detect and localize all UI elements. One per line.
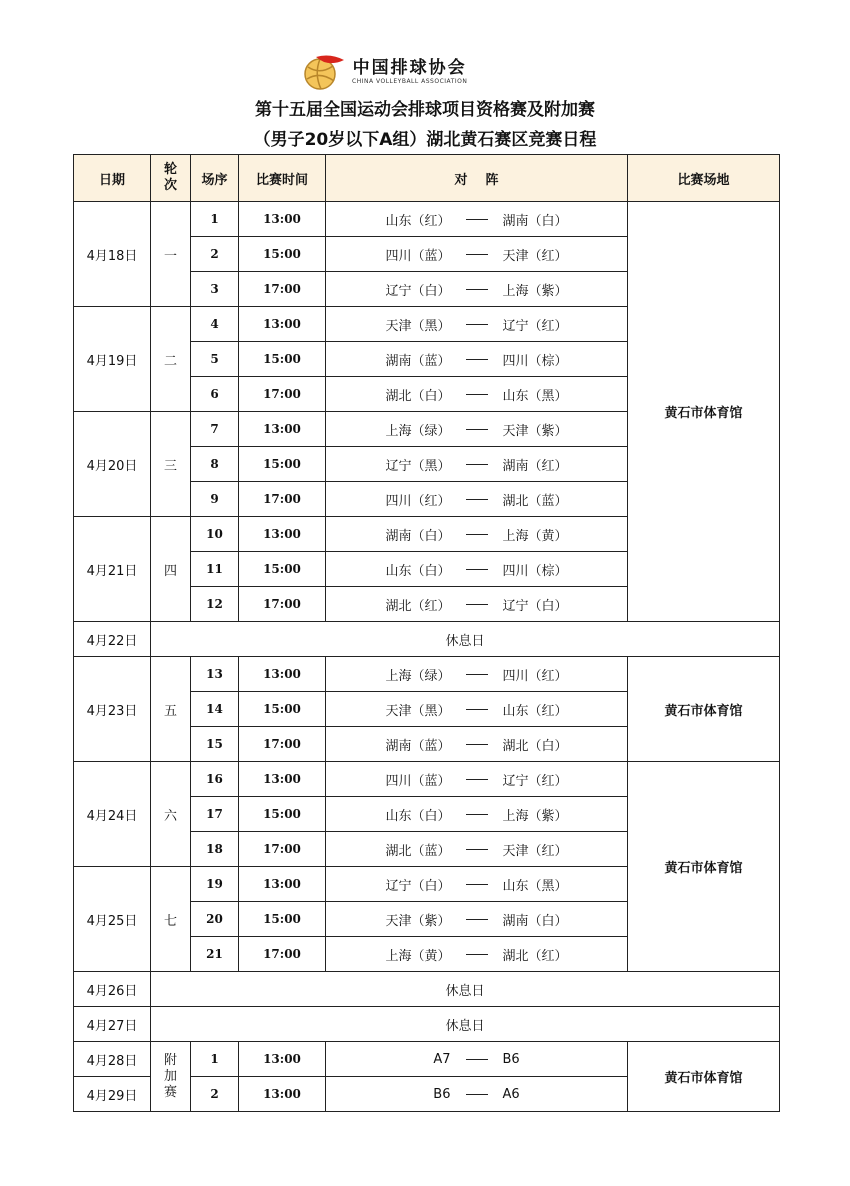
home-team: 湖北（白）: [385, 388, 451, 404]
away-team: 上海（紫）: [502, 808, 568, 824]
match-number: 14: [191, 692, 239, 727]
matchup-cell: [326, 552, 628, 587]
versus-dash: [451, 499, 503, 500]
date-cell: 4月28日: [74, 1042, 151, 1077]
match-time: 13:00: [239, 762, 326, 797]
association-name-cn: 中国排球协会: [352, 58, 467, 78]
venue-cell: 黄石市体育馆: [628, 202, 780, 622]
match-time: 13:00: [239, 202, 326, 237]
versus-dash: [451, 534, 503, 535]
match-number: 2: [191, 1077, 239, 1112]
table-row: [74, 202, 780, 237]
matchup-cell: [326, 1077, 628, 1112]
matchup: [326, 1087, 627, 1102]
matchup: [326, 910, 627, 929]
match-number: 1: [191, 1042, 239, 1077]
matchup-cell: [326, 1042, 628, 1077]
versus-dash: [451, 219, 503, 220]
matchup-cell: [326, 482, 628, 517]
matchup: [326, 420, 627, 439]
match-number: 1: [191, 202, 239, 237]
date-cell: 4月27日: [74, 1007, 151, 1042]
away-team: 天津（紫）: [502, 423, 568, 439]
away-team: 山东（黑）: [502, 388, 568, 404]
home-team: 上海（黄）: [385, 948, 451, 964]
versus-dash: [451, 429, 503, 430]
matchup: [326, 595, 627, 614]
home-team: 湖南（蓝）: [385, 738, 451, 754]
date-cell: 4月19日: [74, 307, 151, 412]
header-time: 比赛时间: [239, 155, 326, 202]
match-time: 15:00: [239, 342, 326, 377]
date-cell: 4月20日: [74, 412, 151, 517]
versus-dash: [451, 954, 503, 955]
matchup-cell: [326, 377, 628, 412]
association-name-en: CHINA VOLLEYBALL ASSOCIATION: [352, 78, 468, 85]
home-team: 四川（红）: [385, 493, 451, 509]
matchup: [326, 770, 627, 789]
home-team: 辽宁（黑）: [385, 458, 451, 474]
home-team: 山东（白）: [385, 808, 451, 824]
versus-dash: [451, 324, 503, 325]
versus-dash: [451, 394, 503, 395]
matchup-cell: [326, 762, 628, 797]
match-number: 6: [191, 377, 239, 412]
versus-dash: [451, 779, 503, 780]
matchup-cell: [326, 797, 628, 832]
match-time: 17:00: [239, 272, 326, 307]
match-number: 16: [191, 762, 239, 797]
away-team: 四川（棕）: [502, 353, 568, 369]
versus-dash: [451, 289, 503, 290]
versus-dash: [451, 604, 503, 605]
away-team: B6: [502, 1051, 520, 1067]
venue-cell: 黄石市体育馆: [628, 762, 780, 972]
match-number: 12: [191, 587, 239, 622]
matchup: [326, 875, 627, 894]
matchup-cell: [326, 692, 628, 727]
matchup-cell: [326, 937, 628, 972]
header-venue: 比赛场地: [628, 155, 780, 202]
match-number: 21: [191, 937, 239, 972]
away-team: 湖南（白）: [502, 913, 568, 929]
home-team: 山东（白）: [385, 563, 451, 579]
away-team: 湖北（白）: [502, 738, 568, 754]
matchup-cell: [326, 342, 628, 377]
match-time: 13:00: [239, 867, 326, 902]
matchup-cell: [326, 202, 628, 237]
away-team: A6: [502, 1086, 520, 1102]
match-time: 15:00: [239, 797, 326, 832]
home-team: 湖南（白）: [385, 528, 451, 544]
versus-dash: [451, 709, 503, 710]
round-cell: 四: [151, 517, 191, 622]
away-team: 天津（红）: [502, 248, 568, 264]
round-cell: 二: [151, 307, 191, 412]
match-time: 15:00: [239, 902, 326, 937]
matchup-cell: [326, 447, 628, 482]
date-cell: 4月26日: [74, 972, 151, 1007]
home-team: 天津（黑）: [385, 318, 451, 334]
matchup: [326, 315, 627, 334]
header-date: 日期: [74, 155, 151, 202]
home-team: 湖北（蓝）: [385, 843, 451, 859]
matchup: [326, 840, 627, 859]
date-cell: 4月22日: [74, 622, 151, 657]
match-time: 15:00: [239, 552, 326, 587]
match-time: 17:00: [239, 832, 326, 867]
matchup: [326, 245, 627, 264]
date-cell: 4月24日: [74, 762, 151, 867]
home-team: 湖南（蓝）: [385, 353, 451, 369]
matchup-cell: [326, 307, 628, 342]
away-team: 湖北（红）: [502, 948, 568, 964]
versus-dash: [451, 569, 503, 570]
match-time: 13:00: [239, 1077, 326, 1112]
date-cell: 4月23日: [74, 657, 151, 762]
rest-day-label: 休息日: [151, 622, 780, 657]
venue-cell: 黄石市体育馆: [628, 1042, 780, 1112]
home-team: 辽宁（白）: [385, 283, 451, 299]
matchup: [326, 280, 627, 299]
table-row: [74, 762, 780, 797]
round-cell: 六: [151, 762, 191, 867]
away-team: 天津（红）: [502, 843, 568, 859]
match-number: 13: [191, 657, 239, 692]
round-cell: 一: [151, 202, 191, 307]
versus-dash: [451, 1059, 503, 1060]
matchup-cell: [326, 867, 628, 902]
away-team: 辽宁（红）: [502, 318, 568, 334]
matchup-cell: [326, 587, 628, 622]
matchup-cell: [326, 272, 628, 307]
date-cell: 4月29日: [74, 1077, 151, 1112]
matchup: [326, 525, 627, 544]
round-cell-extra: [151, 1042, 191, 1112]
date-cell: 4月25日: [74, 867, 151, 972]
versus-dash: [451, 674, 503, 675]
matchup-cell: [326, 832, 628, 867]
versus-dash: [451, 814, 503, 815]
association-logo: [300, 52, 467, 92]
away-team: 山东（红）: [502, 703, 568, 719]
header-match-no: 场序: [191, 155, 239, 202]
match-number: 2: [191, 237, 239, 272]
match-number: 18: [191, 832, 239, 867]
away-team: 四川（红）: [502, 668, 568, 684]
matchup: [326, 490, 627, 509]
match-time: 17:00: [239, 937, 326, 972]
schedule-table: [73, 154, 780, 1112]
date-cell: 4月18日: [74, 202, 151, 307]
away-team: 湖南（红）: [502, 458, 568, 474]
match-time: 15:00: [239, 692, 326, 727]
match-number: 17: [191, 797, 239, 832]
home-team: 上海（绿）: [385, 423, 451, 439]
away-team: 辽宁（红）: [502, 773, 568, 789]
home-team: 山东（红）: [385, 213, 451, 229]
matchup: [326, 210, 627, 229]
matchup: [326, 350, 627, 369]
match-number: 9: [191, 482, 239, 517]
match-number: 10: [191, 517, 239, 552]
extra-match-row: [74, 1042, 780, 1077]
header-round: 轮次: [151, 155, 191, 202]
matchup: [326, 385, 627, 404]
match-number: 20: [191, 902, 239, 937]
matchup: [326, 560, 627, 579]
matchup-cell: [326, 657, 628, 692]
table-header-row: [74, 155, 780, 202]
rest-day-label: 休息日: [151, 1007, 780, 1042]
round-cell: 三: [151, 412, 191, 517]
home-team: B6: [433, 1086, 451, 1102]
match-number: 4: [191, 307, 239, 342]
rest-day-row: [74, 1007, 780, 1042]
versus-dash: [451, 884, 503, 885]
home-team: 四川（蓝）: [385, 248, 451, 264]
venue-cell: 黄石市体育馆: [628, 657, 780, 762]
matchup: [326, 700, 627, 719]
match-time: 17:00: [239, 587, 326, 622]
match-time: 15:00: [239, 237, 326, 272]
extra-round-label: 附加赛: [163, 1052, 177, 1100]
match-number: 5: [191, 342, 239, 377]
rest-day-row: [74, 972, 780, 1007]
away-team: 上海（黄）: [502, 528, 568, 544]
match-number: 3: [191, 272, 239, 307]
rest-day-row: [74, 622, 780, 657]
home-team: 天津（紫）: [385, 913, 451, 929]
match-number: 15: [191, 727, 239, 762]
versus-dash: [451, 464, 503, 465]
home-team: A7: [433, 1051, 451, 1067]
versus-dash: [451, 254, 503, 255]
matchup: [326, 1052, 627, 1067]
table-row: [74, 657, 780, 692]
matchup: [326, 665, 627, 684]
match-number: 19: [191, 867, 239, 902]
home-team: 辽宁（白）: [385, 878, 451, 894]
volleyball-flag-icon: [300, 53, 346, 91]
match-time: 13:00: [239, 657, 326, 692]
match-number: 8: [191, 447, 239, 482]
match-time: 13:00: [239, 307, 326, 342]
away-team: 上海（紫）: [502, 283, 568, 299]
matchup-cell: [326, 517, 628, 552]
matchup-cell: [326, 237, 628, 272]
match-number: 11: [191, 552, 239, 587]
matchup: [326, 945, 627, 964]
versus-dash: [451, 849, 503, 850]
match-time: 13:00: [239, 412, 326, 447]
away-team: 湖南（白）: [502, 213, 568, 229]
matchup-cell: [326, 412, 628, 447]
rest-day-label: 休息日: [151, 972, 780, 1007]
home-team: 天津（黑）: [385, 703, 451, 719]
round-cell: 七: [151, 867, 191, 972]
away-team: 四川（棕）: [502, 563, 568, 579]
matchup-cell: [326, 902, 628, 937]
home-team: 湖北（红）: [385, 598, 451, 614]
date-cell: 4月21日: [74, 517, 151, 622]
away-team: 湖北（蓝）: [502, 493, 568, 509]
match-time: 15:00: [239, 447, 326, 482]
match-time: 17:00: [239, 482, 326, 517]
match-number: 7: [191, 412, 239, 447]
versus-dash: [451, 919, 503, 920]
matchup: [326, 455, 627, 474]
round-cell: 五: [151, 657, 191, 762]
header-matchup: 对 阵: [326, 155, 628, 202]
away-team: 山东（黑）: [502, 878, 568, 894]
page-title: 第十五届全国运动会排球项目资格赛及附加赛: [255, 100, 595, 120]
home-team: 上海（绿）: [385, 668, 451, 684]
page-subtitle: （男子20岁以下A组）湖北黄石赛区竞赛日程: [253, 130, 597, 150]
home-team: 四川（蓝）: [385, 773, 451, 789]
matchup: [326, 805, 627, 824]
versus-dash: [451, 1094, 503, 1095]
match-time: 17:00: [239, 727, 326, 762]
match-time: 13:00: [239, 517, 326, 552]
match-time: 13:00: [239, 1042, 326, 1077]
matchup-cell: [326, 727, 628, 762]
matchup: [326, 735, 627, 754]
versus-dash: [451, 744, 503, 745]
versus-dash: [451, 359, 503, 360]
match-time: 17:00: [239, 377, 326, 412]
away-team: 辽宁（白）: [502, 598, 568, 614]
